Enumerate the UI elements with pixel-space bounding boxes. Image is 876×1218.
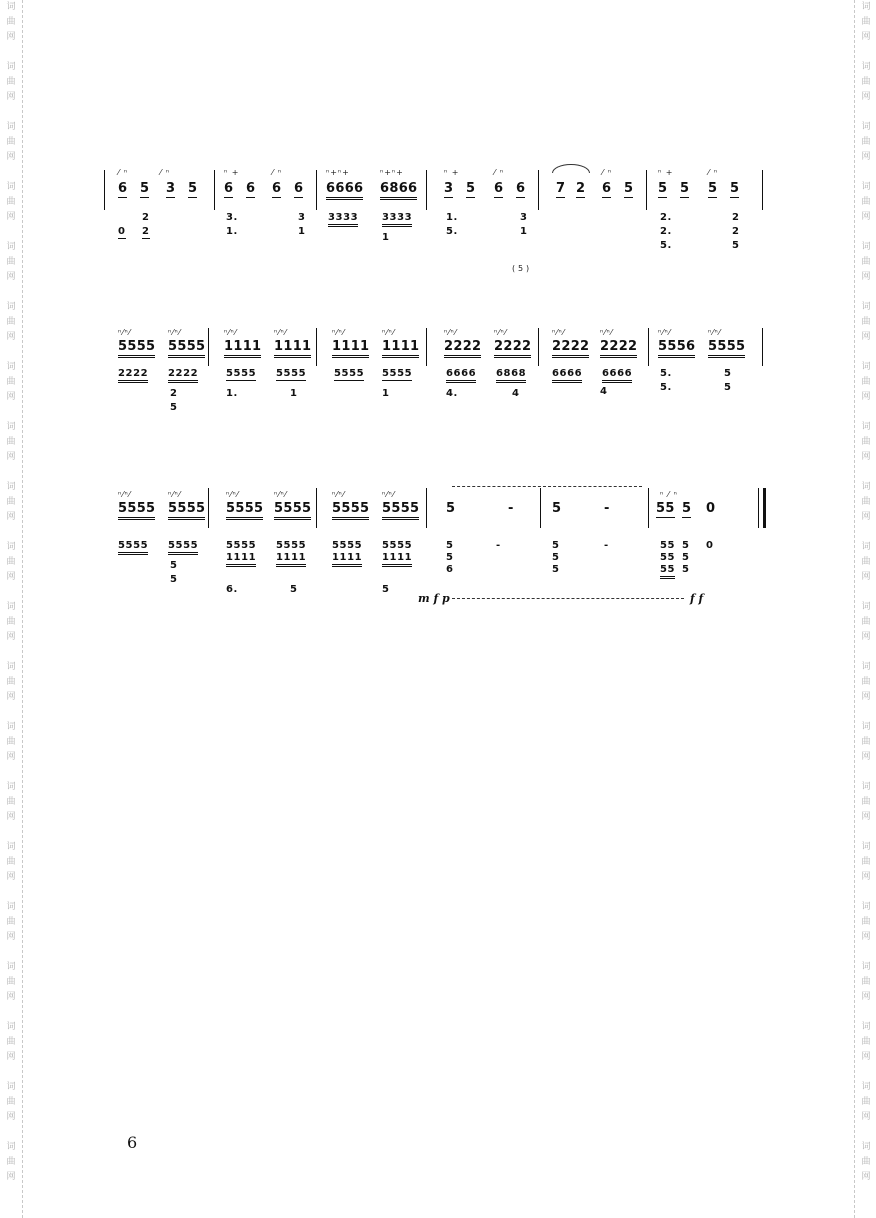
- ornament-marks: ⁿ+ⁿ+: [326, 168, 350, 177]
- ornament-marks: ⁄ ⁿ: [494, 168, 505, 177]
- upper-note-group: 5555: [168, 340, 205, 358]
- ornament-marks: ⁿ⁄ⁿ⁄: [444, 328, 458, 337]
- lower-note: 5: [682, 564, 690, 575]
- watermark-mark: 词 曲 网: [6, 782, 16, 822]
- lower-note: 6.: [226, 584, 238, 595]
- barline: [316, 170, 317, 210]
- lower-note: 5: [682, 552, 690, 563]
- lower-note-group: 1111: [332, 552, 362, 567]
- lower-note: 1: [382, 388, 390, 399]
- upper-note: 5: [682, 501, 692, 516]
- ornament-marks: ⁿ +: [444, 168, 460, 177]
- lower-note: 2: [170, 388, 178, 399]
- lower-note: 5.: [446, 226, 458, 237]
- lower-dash: -: [604, 540, 609, 551]
- lower-note: 5: [170, 574, 178, 585]
- upper-note-group: 1111: [274, 340, 311, 358]
- lower-note-group: 6868: [496, 368, 526, 383]
- lower-note-group: 6666: [602, 368, 632, 383]
- upper-note-group: 5555: [274, 502, 311, 520]
- barline: [426, 328, 427, 366]
- watermark-mark: 词 曲 网: [6, 662, 16, 702]
- ornament-marks: ⁿ⁄ⁿ⁄: [226, 490, 240, 499]
- lower-note: 2: [732, 226, 740, 237]
- crescendo-line: [452, 598, 684, 599]
- tremolo-line: [452, 486, 642, 487]
- barline: [646, 170, 647, 210]
- upper-note: 5: [466, 181, 476, 196]
- upper-note: 6: [602, 181, 612, 196]
- lower-note: 5: [732, 240, 740, 251]
- ornament-marks: ⁿ ⁄ ⁿ: [660, 490, 678, 499]
- slur-mark: [552, 164, 590, 173]
- lower-note-group: 1111: [276, 552, 306, 567]
- ornament-marks: ⁿ+ⁿ+: [380, 168, 404, 177]
- watermark-mark: 词 曲 网: [861, 782, 871, 822]
- lower-note-group: 6666: [552, 368, 582, 383]
- ornament-marks: ⁿ⁄ⁿ⁄: [494, 328, 508, 337]
- upper-note: 5: [730, 181, 740, 196]
- watermark-mark: 词 曲 网: [861, 842, 871, 882]
- lower-note: 2: [142, 226, 150, 237]
- lower-note: 2: [142, 212, 150, 223]
- watermark-mark: 词 曲 网: [861, 482, 871, 522]
- ornament-marks: ⁿ⁄ⁿ⁄: [708, 328, 722, 337]
- score-system-2: [100, 320, 780, 430]
- lower-note-group: 5555: [226, 368, 257, 379]
- upper-note-group: 5555: [708, 340, 745, 358]
- final-barline: [758, 488, 766, 528]
- score-system-3: [100, 480, 780, 610]
- upper-note-group: 2222: [444, 340, 481, 358]
- page-number: 6: [127, 1133, 138, 1152]
- barline: [540, 488, 541, 528]
- lower-note: 5: [446, 540, 454, 551]
- lower-note-group: 5555: [276, 368, 307, 379]
- watermark-mark: 词 曲 网: [6, 722, 16, 762]
- watermark-mark: 词 曲 网: [6, 422, 16, 462]
- lower-note: 5: [446, 552, 454, 563]
- lower-note: 4: [600, 386, 608, 397]
- lower-note: 5: [552, 540, 560, 551]
- lower-note: 1.: [446, 212, 458, 223]
- lower-note: 5.: [660, 382, 672, 393]
- upper-note-group: 5555: [332, 502, 369, 520]
- dynamic-mark-ff: f f: [690, 592, 704, 605]
- lower-note-group: 5555: [118, 540, 148, 555]
- upper-note: 6: [494, 181, 504, 196]
- watermark-mark: 词 曲 网: [861, 902, 871, 942]
- barline: [538, 328, 539, 366]
- lower-note-group: 55: [660, 540, 676, 551]
- upper-note: 2: [576, 181, 586, 196]
- lower-note: 1.: [226, 388, 238, 399]
- lower-note-group: 2222: [168, 368, 198, 383]
- lower-note: 5.: [660, 240, 672, 251]
- barline: [316, 488, 317, 528]
- barline: [208, 488, 209, 528]
- upper-note: 5: [188, 181, 198, 196]
- upper-note-dash: -: [508, 501, 514, 516]
- watermark-mark: 词 曲 网: [861, 2, 871, 42]
- lower-note: 2.: [660, 226, 672, 237]
- watermark-mark: 词 曲 网: [861, 602, 871, 642]
- right-margin-line: [854, 0, 855, 1218]
- upper-note-group: 6866: [380, 182, 417, 200]
- ornament-marks: ⁿ⁄ⁿ⁄: [274, 328, 288, 337]
- upper-note: 6: [294, 181, 304, 196]
- upper-note: 5: [552, 501, 562, 516]
- ornament-marks: ⁿ⁄ⁿ⁄: [658, 328, 672, 337]
- ornament-marks: ⁿ⁄ⁿ⁄: [224, 328, 238, 337]
- upper-note: 5: [658, 181, 668, 196]
- barline: [426, 488, 427, 528]
- lower-note: 5: [724, 382, 732, 393]
- lower-note: 5.: [660, 368, 672, 379]
- ornament-marks: ⁿ +: [658, 168, 674, 177]
- watermark-mark: 词 曲 网: [861, 542, 871, 582]
- lower-note-group: 1111: [382, 552, 412, 567]
- watermark-mark: 词 曲 网: [861, 122, 871, 162]
- lower-note: 5: [170, 560, 178, 571]
- barline: [648, 488, 649, 528]
- ornament-marks: ⁄ ⁿ: [272, 168, 283, 177]
- lower-note-group: 5555: [168, 540, 198, 555]
- barline: [648, 328, 649, 366]
- ornament-marks: ⁿ⁄ⁿ⁄: [168, 328, 182, 337]
- lower-note: 1: [298, 226, 306, 237]
- upper-note-group: 5555: [118, 340, 155, 358]
- upper-note: 5: [680, 181, 690, 196]
- upper-note-group: 5555: [168, 502, 205, 520]
- ornament-marks: ⁄ ⁿ: [708, 168, 719, 177]
- upper-note: 5: [624, 181, 634, 196]
- lower-note: 2.: [660, 212, 672, 223]
- lower-note: 5: [724, 368, 732, 379]
- upper-note: 6: [224, 181, 234, 196]
- lower-note: 3: [298, 212, 306, 223]
- lower-note-group: 5555: [226, 540, 257, 551]
- bracket-right: ): [526, 264, 531, 273]
- upper-note: 6: [272, 181, 282, 196]
- lower-note: 2: [732, 212, 740, 223]
- watermark-mark: 词 曲 网: [6, 602, 16, 642]
- watermark-mark: 词 曲 网: [6, 122, 16, 162]
- watermark-mark: 词 曲 网: [861, 1082, 871, 1122]
- lower-note: 5: [552, 552, 560, 563]
- watermark-mark: 词 曲 网: [861, 242, 871, 282]
- ornament-marks: ⁄ ⁿ: [602, 168, 613, 177]
- watermark-mark: 词 曲 网: [861, 662, 871, 702]
- bracket-left: (: [512, 264, 517, 273]
- upper-note-group: 5556: [658, 340, 695, 358]
- score-system-1: [100, 160, 780, 280]
- watermark-mark: 词 曲 网: [6, 1022, 16, 1062]
- barline: [762, 328, 763, 366]
- barline: [762, 170, 763, 210]
- ornament-marks: ⁿ⁄ⁿ⁄: [118, 490, 132, 499]
- ornament-marks: ⁿ +: [224, 168, 240, 177]
- lower-note-group: 1111: [226, 552, 256, 567]
- upper-rest: 0: [706, 501, 716, 516]
- watermark-mark: 词 曲 网: [861, 62, 871, 102]
- upper-note-group: 5555: [118, 502, 155, 520]
- watermark-mark: 词 曲 网: [6, 902, 16, 942]
- ornament-marks: ⁿ⁄ⁿ⁄: [168, 490, 182, 499]
- barline: [214, 170, 215, 210]
- watermark-mark: 词 曲 网: [6, 842, 16, 882]
- upper-note-group: 1111: [382, 340, 419, 358]
- watermark-mark: 词 曲 网: [6, 962, 16, 1002]
- upper-note-group: 2222: [494, 340, 531, 358]
- upper-note-dash: -: [604, 501, 610, 516]
- lower-note-group: 55: [660, 552, 676, 563]
- upper-note: 3: [166, 181, 176, 196]
- ornament-marks: ⁿ⁄ⁿ⁄: [274, 490, 288, 499]
- lower-note: 5: [552, 564, 560, 575]
- barline: [208, 328, 209, 366]
- watermark-mark: 词 曲 网: [861, 422, 871, 462]
- lower-note-group: 5555: [334, 368, 365, 379]
- barline: [426, 170, 427, 210]
- lower-note: 5: [682, 540, 690, 551]
- dynamic-mark-mfp: m f p: [418, 592, 450, 605]
- watermark-mark: 词 曲 网: [861, 1142, 871, 1182]
- upper-note-group: 6666: [326, 182, 363, 200]
- upper-note-group: 1111: [332, 340, 369, 358]
- lower-note: 5: [170, 402, 178, 413]
- barline: [316, 328, 317, 366]
- lower-note: 4.: [446, 388, 458, 399]
- lower-note: 1: [520, 226, 528, 237]
- upper-note-group: 2222: [600, 340, 637, 358]
- watermark-mark: 词 曲 网: [861, 182, 871, 222]
- ornament-marks: ⁄ ⁿ: [160, 168, 171, 177]
- watermark-mark: 词 曲 网: [6, 62, 16, 102]
- upper-note: 3: [444, 181, 454, 196]
- upper-note-group: 5555: [226, 502, 263, 520]
- upper-note: 6: [246, 181, 256, 196]
- lower-note: 1: [382, 232, 390, 243]
- watermark-mark: 词 曲 网: [6, 482, 16, 522]
- lower-note: 3.: [226, 212, 238, 223]
- upper-note-group: 2222: [552, 340, 589, 358]
- upper-note-group: 1111: [224, 340, 261, 358]
- watermark-mark: 词 曲 网: [6, 1142, 16, 1182]
- watermark-mark: 词 曲 网: [861, 722, 871, 762]
- left-margin-line: [22, 0, 23, 1218]
- watermark-mark: 词 曲 网: [861, 1022, 871, 1062]
- lower-note: 1.: [226, 226, 238, 237]
- lower-note-group: 5555: [332, 540, 363, 551]
- upper-note: 5: [140, 181, 150, 196]
- watermark-mark: 词 曲 网: [6, 182, 16, 222]
- ornament-marks: ⁿ⁄ⁿ⁄: [332, 490, 346, 499]
- ornament-marks: ⁿ⁄ⁿ⁄: [332, 328, 346, 337]
- lower-note-group: 3333: [328, 212, 358, 227]
- watermark-mark: 词 曲 网: [6, 2, 16, 42]
- lower-dash: -: [496, 540, 501, 551]
- upper-note: 6: [118, 181, 128, 196]
- lower-note: 5: [290, 584, 298, 595]
- lower-note: 1: [290, 388, 298, 399]
- upper-note-group: 5555: [382, 502, 419, 520]
- watermark-mark: 词 曲 网: [6, 542, 16, 582]
- upper-note: 5: [708, 181, 718, 196]
- lower-note: 0: [118, 226, 126, 237]
- lower-note: 6: [446, 564, 454, 575]
- bracket-note: 5: [518, 264, 525, 273]
- ornament-marks: ⁿ⁄ⁿ⁄: [552, 328, 566, 337]
- ornament-marks: ⁿ⁄ⁿ⁄: [118, 328, 132, 337]
- lower-note-group: 55: [660, 564, 675, 579]
- lower-note-group: 6666: [446, 368, 476, 383]
- lower-note-group: 2222: [118, 368, 148, 383]
- upper-note: 7: [556, 181, 566, 196]
- ornament-marks: ⁿ⁄ⁿ⁄: [600, 328, 614, 337]
- upper-note: 5: [446, 501, 456, 516]
- upper-note-group: 55: [656, 501, 675, 516]
- lower-rest: 0: [706, 540, 714, 551]
- watermark-mark: 词 曲 网: [6, 302, 16, 342]
- watermark-mark: 词 曲 网: [861, 302, 871, 342]
- watermark-mark: 词 曲 网: [861, 362, 871, 402]
- watermark-mark: 词 曲 网: [6, 362, 16, 402]
- barline: [538, 170, 539, 210]
- ornament-marks: ⁿ⁄ⁿ⁄: [382, 328, 396, 337]
- lower-note: 3: [520, 212, 528, 223]
- lower-note-group: 5555: [276, 540, 307, 551]
- lower-note: 4: [512, 388, 520, 399]
- lower-note: 5: [382, 584, 390, 595]
- barline: [104, 170, 105, 210]
- watermark-mark: 词 曲 网: [861, 962, 871, 1002]
- ornament-marks: ⁿ⁄ⁿ⁄: [382, 490, 396, 499]
- lower-note-group: 3333: [382, 212, 412, 227]
- ornament-marks: ⁄ ⁿ: [118, 168, 129, 177]
- lower-note-group: 5555: [382, 368, 413, 379]
- lower-note-group: 5555: [382, 540, 413, 551]
- upper-note: 6: [516, 181, 526, 196]
- watermark-mark: 词 曲 网: [6, 242, 16, 282]
- watermark-mark: 词 曲 网: [6, 1082, 16, 1122]
